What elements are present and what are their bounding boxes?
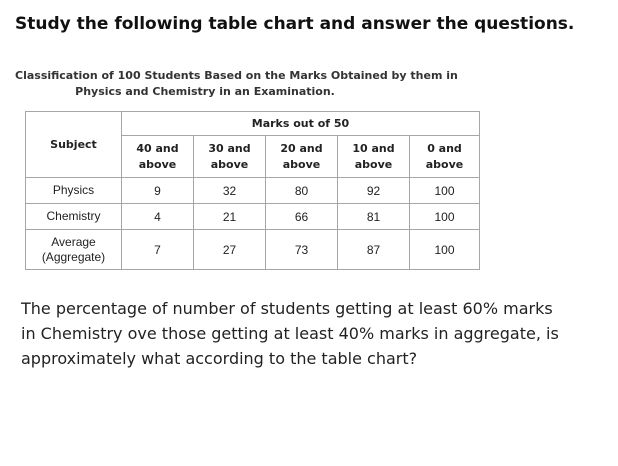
- table-caption: [15, 68, 458, 100]
- column-header: 10 and above: [338, 136, 410, 178]
- table-cell: 7: [122, 230, 194, 270]
- column-header: 30 and above: [194, 136, 266, 178]
- caption-line-1: Classification of 100 Students Based on the Marks Obtained by them in: [15, 69, 458, 82]
- row-label: Physics: [26, 178, 122, 204]
- table-row-average: [26, 230, 480, 270]
- table-cell: 100: [410, 230, 480, 270]
- row-label: Chemistry: [26, 204, 122, 230]
- page-heading: Study the following table chart and answer the questions.: [15, 14, 575, 34]
- question-text: [21, 296, 601, 371]
- table-cell: 100: [410, 178, 480, 204]
- row-label: Average (Aggregate): [26, 230, 122, 270]
- column-header: 20 and above: [266, 136, 338, 178]
- table-row-chemistry: [26, 204, 480, 230]
- caption-line-2: Physics and Chemistry in an Examination.: [75, 85, 335, 98]
- table-cell: 32: [194, 178, 266, 204]
- table-cell: 4: [122, 204, 194, 230]
- table-cell: 27: [194, 230, 266, 270]
- table-cell: 9: [122, 178, 194, 204]
- table-cell: 92: [338, 178, 410, 204]
- table-cell: 80: [266, 178, 338, 204]
- column-header: 0 and above: [410, 136, 480, 178]
- marks-table: [25, 111, 480, 270]
- table-cell: 73: [266, 230, 338, 270]
- column-header: 40 and above: [122, 136, 194, 178]
- question-line-2: in Chemistry ove those getting at least 40% marks in aggregate, is: [21, 324, 559, 343]
- table-cell: 100: [410, 204, 480, 230]
- table-row-physics: [26, 178, 480, 204]
- subject-header: Subject: [26, 112, 122, 178]
- question-line-1: The percentage of number of students getting at least 60% marks: [21, 299, 553, 318]
- table-cell: 66: [266, 204, 338, 230]
- table-cell: 21: [194, 204, 266, 230]
- table-cell: 87: [338, 230, 410, 270]
- question-line-3: approximately what according to the table chart?: [21, 349, 418, 368]
- table-cell: 81: [338, 204, 410, 230]
- marks-group-header: Marks out of 50: [122, 112, 480, 136]
